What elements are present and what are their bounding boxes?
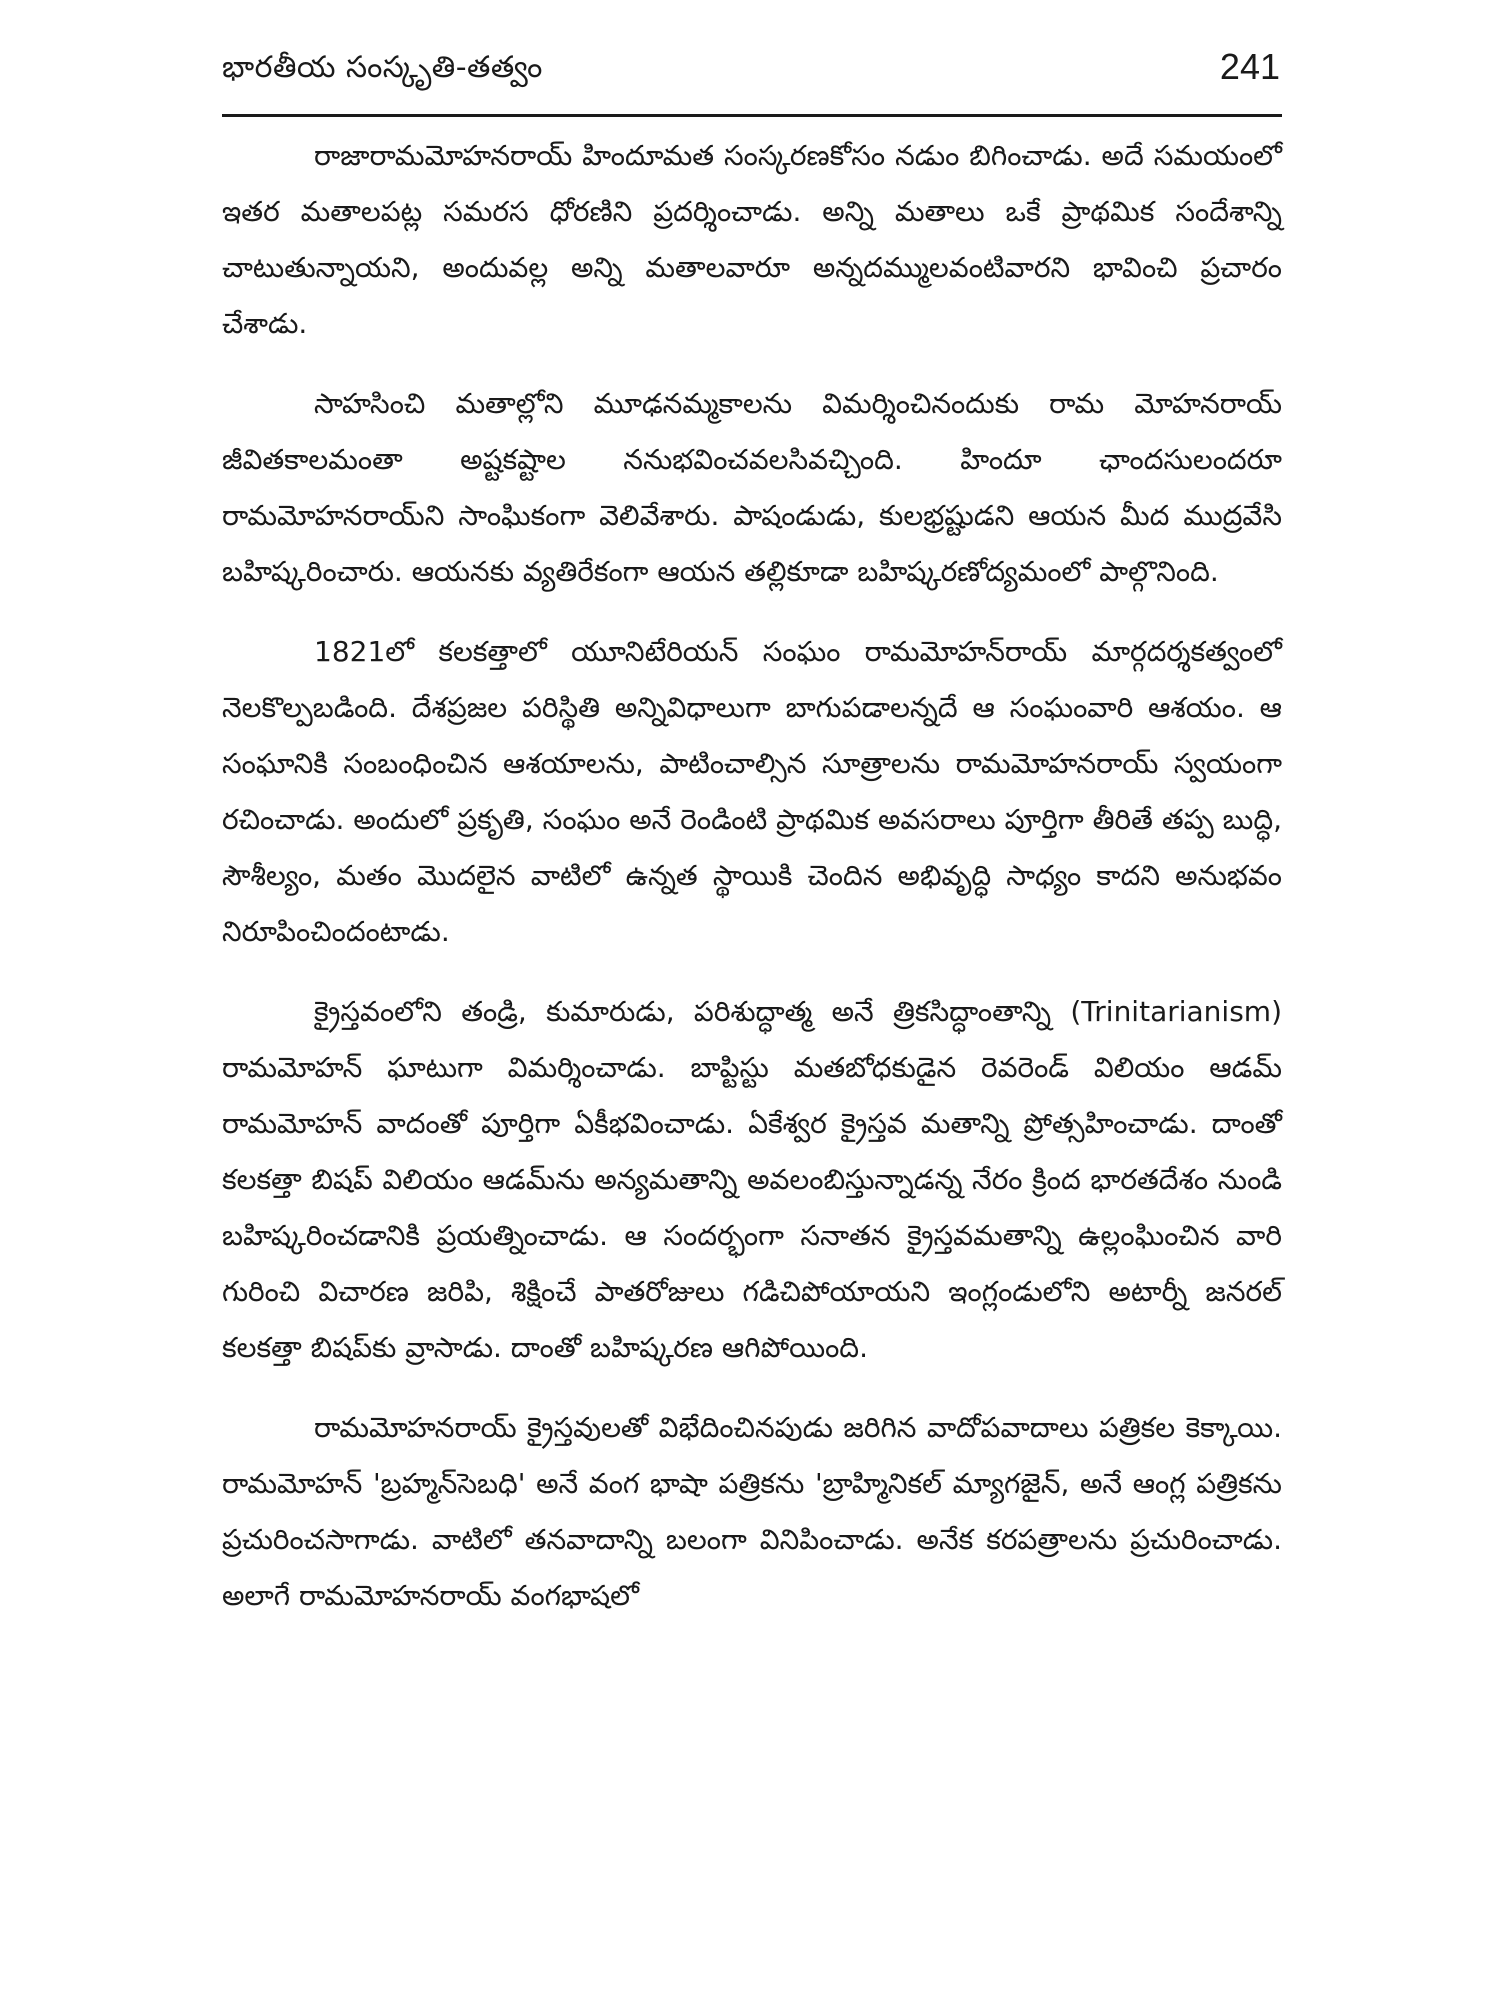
- page-body: [222, 128, 1282, 1624]
- paragraph-5: రామమోహనరాయ్ క్రైస్తవులతో విభేదించినపుడు జరిగిన వాదోపవాదాలు పత్రికల కెక్కాయి. రామమోహన్ 'బ్రహ్మన్‌సెబధి' అనే వంగ భాషా పత్రికను 'బ్రాహ్మినికల్ మ్యాగజైన్, అనే ఆంగ్ల పత్రికను ప్రచురించసాగాడు. వాటిలో తనవాదాన్ని బలంగా వినిపించాడు. అనేక కరపత్రాలను ప్రచురించాడు. అలాగే రామమోహనరాయ్ వంగభాషలో: [222, 1411, 1282, 1612]
- paragraph-1: రాజారామమోహనరాయ్ హిందూమత సంస్కరణకోసం నడుం బిగించాడు. అదే సమయంలో ఇతర మతాలపట్ల సమరస ధోరణిని ప్రదర్శించాడు. అన్ని మతాలు ఒకే ప్రాథమిక సందేశాన్ని చాటుతున్నాయని, అందువల్ల అన్ని మతాలవారూ అన్నదమ్ములవంటివారని భావించి ప్రచారం చేశాడు.: [222, 139, 1282, 340]
- page-header: [222, 40, 1282, 110]
- paragraph-2: సాహసించి మతాల్లోని మూఢనమ్మకాలను విమర్శించినందుకు రామ మోహనరాయ్ జీవితకాలమంతా అష్టకష్టాల ననుభవించవలసివచ్చింది. హిందూ ఛాందసులందరూ రామమోహనరాయ్‌ని సాంఘికంగా వెలివేశారు. పాషండుడు, కులభ్రష్టుడని ఆయన మీద ముద్రవేసి బహిష్కరించారు. ఆయనకు వ్యతిరేకంగా ఆయన తల్లికూడా బహిష్కరణోద్యమంలో పాల్గొనింది.: [222, 387, 1282, 588]
- paragraph-4: క్రైస్తవంలోని తండ్రి, కుమారుడు, పరిశుద్ధాత్మ అనే త్రికసిద్ధాంతాన్ని (Trinitarianism) రామమోహన్ ఘాటుగా విమర్శించాడు. బాప్టిస్టు మతబోధకుడైన రెవరెండ్ విలియం ఆడమ్ రామమోహన్ వాదంతో పూర్తిగా ఏకీభవించాడు. ఏకేశ్వర క్రైస్తవ మతాన్ని ప్రోత్సహించాడు. దాంతో కలకత్తా బిషప్ విలియం ఆడమ్‌ను అన్యమతాన్ని అవలంబిస్తున్నాడన్న నేరం క్రింద భారతదేశం నుండి బహిష్కరించడానికి ప్రయత్నించాడు. ఆ సందర్భంగా సనాతన క్రైస్తవమతాన్ని ఉల్లంఘించిన వారి గురించి విచారణ జరిపి, శిక్షించే పాతరోజులు గడిచిపోయాయని ఇంగ్లండులోని అటార్నీ జనరల్ కలకత్తా బిషప్‌కు వ్రాసాడు. దాంతో బహిష్కరణ ఆగిపోయింది.: [222, 995, 1282, 1364]
- paragraph-3: 1821లో కలకత్తాలో యూనిటేరియన్ సంఘం రామమోహన్‌రాయ్ మార్గదర్శకత్వంలో నెలకొల్పబడింది. దేశప్రజల పరిస్థితి అన్నివిధాలుగా బాగుపడాలన్నదే ఆ సంఘంవారి ఆశయం. ఆ సంఘానికి సంబంధించిన ఆశయాలను, పాటించాల్సిన సూత్రాలను రామమోహనరాయ్ స్వయంగా రచించాడు. అందులో ప్రకృతి, సంఘం అనే రెండింటి ప్రాథమిక అవసరాలు పూర్తిగా తీరితే తప్ప బుద్ధి, సౌశీల్యం, మతం మొదలైన వాటిలో ఉన్నత స్థాయికి చెందిన అభివృద్ధి సాధ్యం కాదని అనుభవం నిరూపించిందంటాడు.: [222, 635, 1282, 948]
- page-number: 241: [1219, 46, 1280, 87]
- header-rule: [222, 114, 1282, 117]
- running-title: భారతీయ సంస్కృతి-తత్వం: [222, 50, 543, 85]
